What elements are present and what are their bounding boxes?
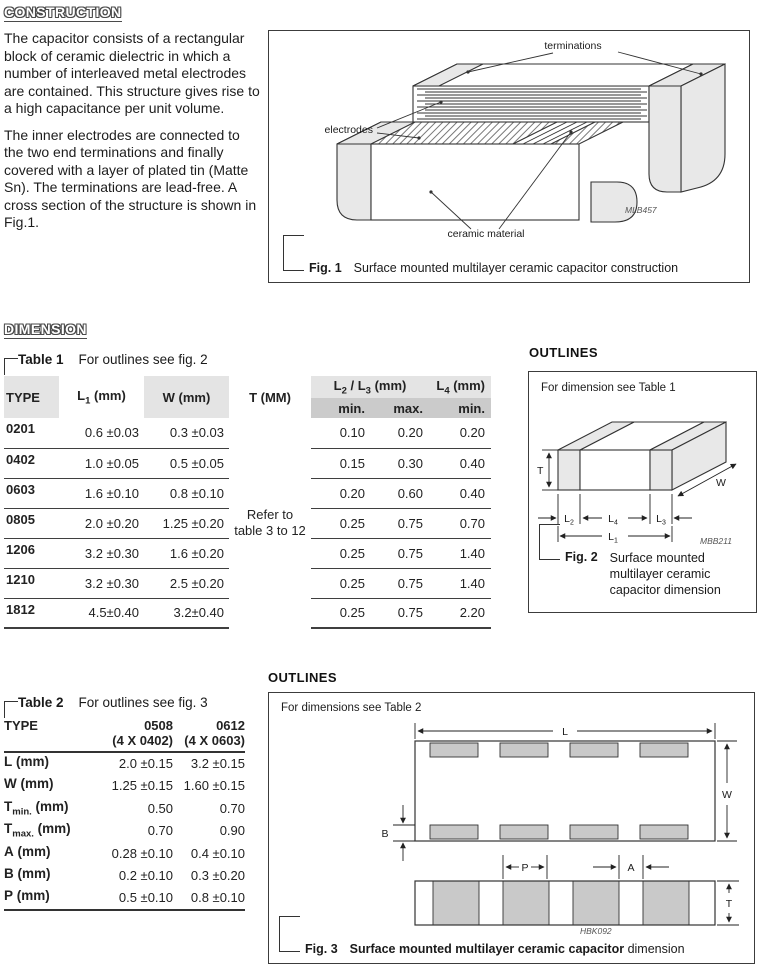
table-cell: 2.0 ±0.15	[118, 756, 173, 772]
col-header-0508: 0508 (4 X 0402)	[96, 718, 173, 752]
table-cell: 0.5 ±0.05	[144, 448, 229, 478]
table-cell: 0.3 ±0.20	[190, 868, 245, 884]
chip-3d-drawing	[558, 422, 726, 490]
col-header-l2-l3: $L_2 / L_3$ (mm)	[311, 376, 429, 398]
table-cell: 3.2 ±0.15	[190, 756, 245, 772]
fig1-caption	[283, 261, 678, 275]
terminal-bars-side-view	[433, 881, 689, 925]
table-cell: 0201	[4, 418, 59, 448]
table-cell: 0.75	[371, 538, 429, 568]
w-dim-label: W	[716, 477, 726, 489]
table-cell: 1812	[4, 598, 59, 628]
dimension-heading: DIMENSION	[4, 321, 87, 337]
construction-heading: CONSTRUCTION	[4, 4, 122, 20]
t-dim-label: T	[537, 465, 544, 477]
table-cell: 0.50	[147, 800, 173, 816]
fig3-box	[268, 692, 755, 964]
table-cell: 2.5 ±0.20	[144, 568, 229, 598]
ceramic-body-front	[371, 144, 579, 220]
table-cell: 0.60	[371, 478, 429, 508]
dimension-table-1	[4, 376, 491, 629]
table-cell: 3.2 ±0.30	[59, 568, 144, 598]
l3-dim-label: $L_3$	[656, 513, 666, 527]
l1-dim-label: $L_1$	[608, 531, 618, 545]
fig3-diagram	[275, 719, 745, 937]
table-cell: 0.40	[429, 448, 491, 478]
table-cell: 1.0 ±0.05	[59, 448, 144, 478]
subcol-header-min: min.	[311, 398, 371, 418]
fig1-diagram	[273, 36, 743, 244]
p-dim-label: P	[521, 862, 529, 874]
construction-paragraph-1: The capacitor consists of a rectangular block of ceramic dielectric in which a number of interleaved metal electrodes are contained. This structure gives rise to a high capacitance per unit volume.	[4, 30, 260, 116]
table-cell: 4.5±0.40	[59, 598, 144, 628]
fig1-box	[268, 30, 750, 283]
table-cell: 1.40	[429, 568, 491, 598]
col-header-l4: $L_4$ (mm)	[429, 376, 491, 398]
table1-caption-label: Table 1	[18, 352, 64, 367]
row-label: L (mm)	[4, 754, 49, 770]
table-cell: 0.70	[219, 800, 245, 816]
row-label: $T_{max.}$ (mm)	[4, 821, 71, 841]
fig1-caption-label: Fig. 1	[309, 261, 342, 275]
table-cell: 0.40	[429, 478, 491, 508]
table-cell: 1.6 ±0.10	[59, 478, 144, 508]
table1-caption	[4, 352, 208, 367]
right-termination-side	[681, 64, 725, 192]
table2-caption-label: Table 2	[18, 695, 64, 710]
table-row	[4, 418, 491, 448]
fig2-caption-text: Surface mounted multilayer ceramic capacitor dimension	[609, 551, 721, 597]
table-cell: 0.15	[311, 448, 371, 478]
fig2-caption-label: Fig. 2	[565, 550, 598, 564]
table-cell: 0.25	[311, 508, 371, 538]
table-cell: 1210	[4, 568, 59, 598]
row-label: $T_{min.}$ (mm)	[4, 798, 69, 818]
table-cell: 1.60 ±0.15	[183, 778, 245, 794]
table-cell: 0.25	[311, 538, 371, 568]
table-cell: 0.5 ±0.10	[96, 887, 173, 910]
table-cell: 1.25 ±0.20	[144, 508, 229, 538]
table-row	[4, 797, 245, 820]
right-termination-front	[649, 86, 681, 192]
table-cell: 0.75	[371, 508, 429, 538]
table-row	[4, 842, 245, 865]
l2-dim-label: $L_2$	[564, 513, 574, 527]
table-cell: 0.25	[311, 568, 371, 598]
right-termination-foot	[591, 182, 637, 222]
fig1-caption-text: Surface mounted multilayer ceramic capacitor construction	[353, 261, 679, 275]
table-row	[4, 775, 245, 798]
table-cell: 0.25	[311, 598, 371, 628]
subcol-header-min: min.	[429, 398, 491, 418]
table-cell: 1.25 ±0.15	[111, 778, 173, 794]
l4-dim-label: $L_4$	[608, 513, 618, 527]
outlines-heading-2: OUTLINES	[268, 670, 337, 685]
fig3-caption	[279, 942, 685, 956]
table-row	[4, 865, 245, 888]
table-cell: 0.8 ±0.10	[173, 887, 245, 910]
a-dim-label: A	[627, 862, 635, 874]
fig2-watermark: MBB211	[700, 536, 732, 546]
table-cell: 3.2±0.40	[144, 598, 229, 628]
table-row	[4, 820, 245, 843]
table-cell: 0.4 ±0.10	[190, 845, 245, 861]
table-cell: 3.2 ±0.30	[59, 538, 144, 568]
electrodes-label: electrodes	[324, 124, 373, 136]
row-label: B (mm)	[4, 866, 51, 882]
table-cell: 2.0 ±0.20	[59, 508, 144, 538]
col-header-type: TYPE	[4, 376, 59, 418]
col-header-type: TYPE	[4, 718, 96, 752]
b-dim-label: B	[381, 828, 389, 840]
row-label: A (mm)	[4, 843, 51, 859]
l-dim-label: L	[562, 726, 568, 738]
table-cell: 0.28 ±0.10	[111, 845, 173, 861]
table-cell: 0.2 ±0.10	[118, 868, 173, 884]
table2-caption	[4, 695, 208, 710]
w-dim-label: W	[722, 789, 732, 801]
outlines-heading-1: OUTLINES	[529, 345, 598, 360]
capacitor-3d-drawing	[337, 64, 725, 222]
subcol-header-max: max.	[371, 398, 429, 418]
dimension-table-2	[4, 718, 245, 911]
row-label: P (mm)	[4, 887, 96, 910]
table-cell: 0402	[4, 448, 59, 478]
table-cell: 0805	[4, 508, 59, 538]
table-cell: 2.20	[429, 598, 491, 628]
table-cell: 0.8 ±0.10	[144, 478, 229, 508]
table1-caption-text: For outlines see fig. 2	[78, 352, 208, 367]
table-cell: 0.75	[371, 598, 429, 628]
table-cell: 0.10	[311, 418, 371, 448]
row-label: W (mm)	[4, 776, 54, 792]
table-cell: 1.40	[429, 538, 491, 568]
table2-caption-text: For outlines see fig. 3	[78, 695, 208, 710]
col-header-w: W (mm)	[144, 376, 229, 418]
fig2-note: For dimension see Table 1	[541, 382, 676, 394]
fig1-watermark: MLB457	[625, 205, 657, 215]
table-row	[4, 887, 245, 910]
fig2-box	[528, 371, 757, 613]
table-cell: 0.20	[429, 418, 491, 448]
left-termination-front	[337, 144, 371, 220]
fig2-diagram	[532, 404, 752, 554]
table-cell: 0.6 ±0.03	[59, 418, 144, 448]
terminations-label: terminations	[544, 40, 602, 52]
fig3-caption-label: Fig. 3	[305, 942, 338, 956]
fig3-watermark: HBK092	[580, 926, 612, 936]
top-view	[415, 741, 715, 841]
fig3-caption-text: Surface mounted multilayer ceramic capacitor dimension	[349, 942, 685, 956]
table-cell: 0.3 ±0.03	[144, 418, 229, 448]
table-cell: 0.90	[219, 823, 245, 839]
side-view	[415, 881, 715, 925]
table-cell: 0.20	[371, 418, 429, 448]
table-cell: 0.30	[371, 448, 429, 478]
col-header-0612: 0612 (4 X 0603)	[173, 718, 245, 752]
t-refer-note: Refer to table 3 to 12	[234, 507, 306, 538]
col-header-l1: $L_1$ (mm)	[77, 387, 126, 407]
ceramic-material-label: ceramic material	[447, 228, 525, 240]
table-cell: 0.70	[429, 508, 491, 538]
fig2-caption	[539, 550, 758, 598]
table-cell: 0603	[4, 478, 59, 508]
col-header-t: T (MM)	[249, 389, 291, 405]
fig3-note: For dimensions see Table 2	[281, 702, 422, 714]
table-cell: 1206	[4, 538, 59, 568]
t-dim-label: T	[725, 898, 733, 910]
table-cell: 0.70	[147, 823, 173, 839]
construction-text	[4, 30, 261, 241]
construction-paragraph-2: The inner electrodes are connected to the two end terminations and finally covered with a layer of plated tin (Matte Sn). The terminations are lead-free. A cross section of the structure is shown in Fig.1.	[4, 126, 257, 230]
table-row	[4, 752, 245, 775]
table-cell: 1.6 ±0.20	[144, 538, 229, 568]
table-cell: 0.20	[311, 478, 371, 508]
table-cell: 0.75	[371, 568, 429, 598]
